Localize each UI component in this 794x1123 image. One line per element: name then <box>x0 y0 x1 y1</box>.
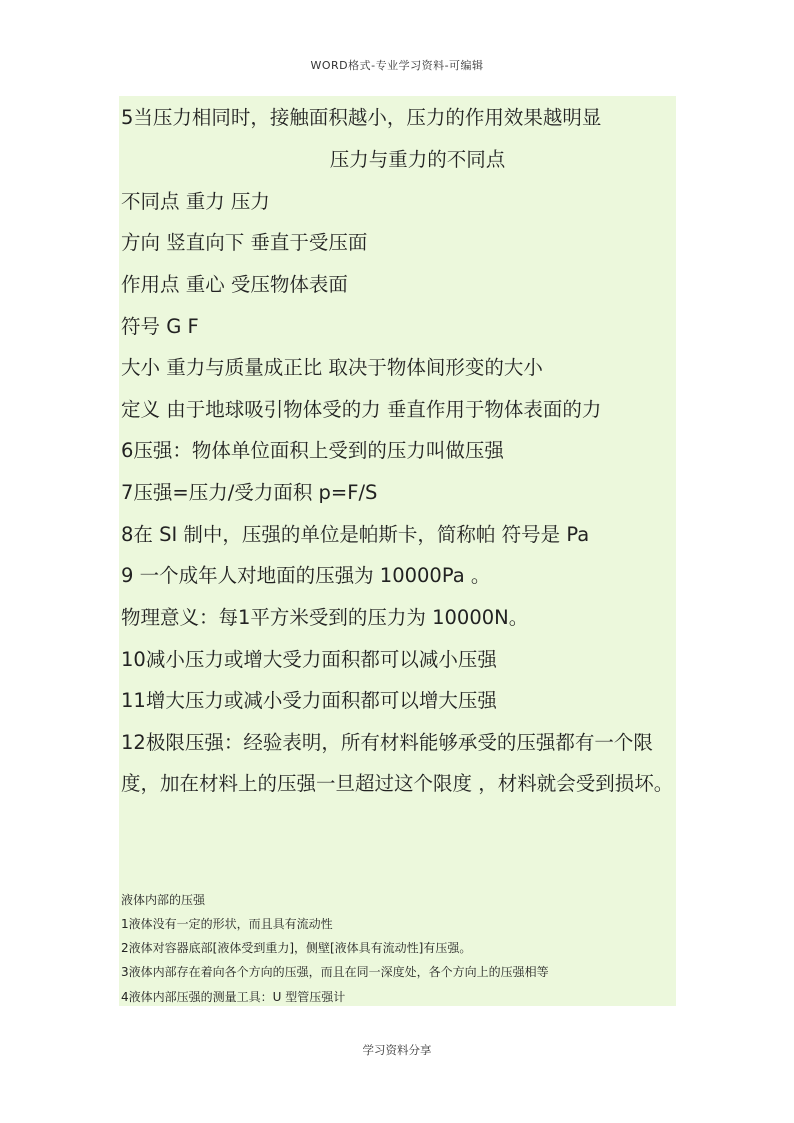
comparison-header-row: 不同点 重力 压力 <box>121 190 270 213</box>
point-8-line: 8在 SI 制中，压强的单位是帕斯卡，简称帕 符号是 Pa <box>121 523 590 546</box>
comparison-row-direction: 方向 竖直向下 垂直于受压面 <box>121 231 368 254</box>
point-7-line: 7压强=压力/受力面积 p=F/S <box>121 481 378 504</box>
point-6-line: 6压强：物体单位面积上受到的压力叫做压强 <box>121 439 504 462</box>
liquid-item-4: 4液体内部压强的测量工具：U 型管压强计 <box>121 990 346 1004</box>
comparison-row-size: 大小 重力与质量成正比 取决于物体间形变的大小 <box>121 356 543 379</box>
content-block <box>119 96 676 1006</box>
point-12-paragraph: 12极限压强：经验表明，所有材料能够承受的压强都有一个限度，加在材料上的压强一旦超过这个限度 ，材料就会受到损坏。 <box>121 731 674 795</box>
comparison-row-definition: 定义 由于地球吸引物体受的力 垂直作用于物体表面的力 <box>121 398 602 421</box>
point-5-line: 5当压力相同时，接触面积越小，压力的作用效果越明显 <box>121 106 602 129</box>
comparison-row-symbol: 符号 G F <box>121 315 199 338</box>
page-header: WORD格式-专业学习资料-可编辑 <box>310 59 484 72</box>
comparison-row-point: 作用点 重心 受压物体表面 <box>121 273 348 296</box>
physical-meaning-line: 物理意义：每1平方米受到的压力为 10000N。 <box>121 606 529 629</box>
point-10-line: 10减小压力或增大受力面积都可以减小压强 <box>121 648 497 671</box>
liquid-item-3: 3液体内部存在着向各个方向的压强，而且在同一深度处，各个方向上的压强相等 <box>121 965 549 979</box>
page-footer: 学习资料分享 <box>362 1043 432 1057</box>
point-11-line: 11增大压力或减小受力面积都可以增大压强 <box>121 689 497 712</box>
section-heading: 压力与重力的不同点 <box>329 148 506 171</box>
liquid-section-title: 液体内部的压强 <box>121 893 206 907</box>
liquid-item-1: 1液体没有一定的形状，而且具有流动性 <box>121 917 333 931</box>
liquid-item-2: 2液体对容器底部[液体受到重力]，侧壁[液体具有流动性]有压强。 <box>121 941 472 955</box>
point-9-line: 9 一个成年人对地面的压强为 10000Pa 。 <box>121 564 491 587</box>
